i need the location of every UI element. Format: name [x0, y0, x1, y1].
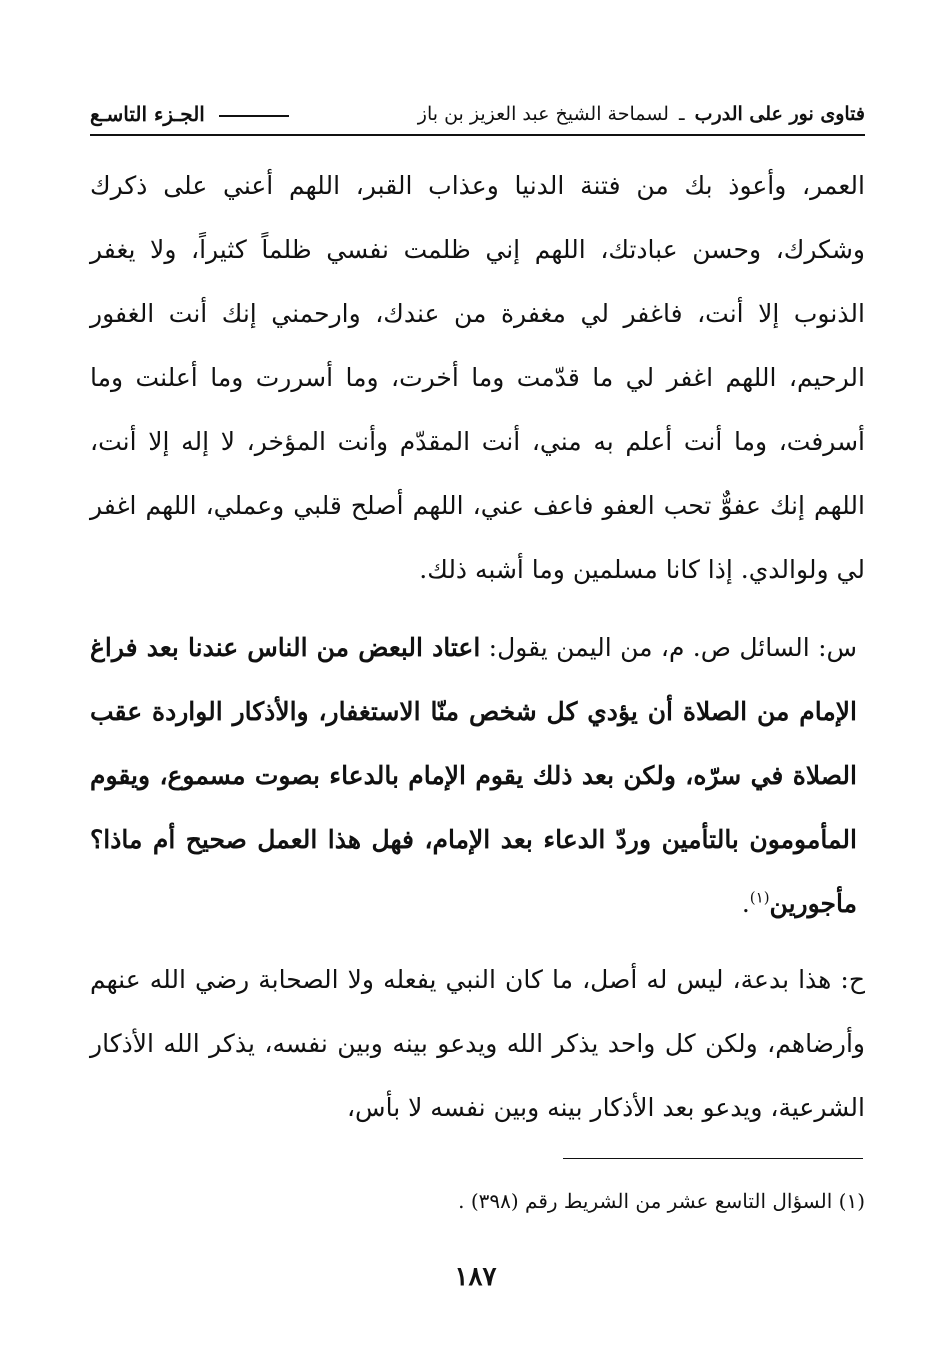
- question-prefix: س: السائل ص. م، من اليمن يقول:: [480, 633, 858, 662]
- part-title: الجـزء التاسـع: [90, 102, 205, 126]
- header-separator: ـ: [679, 103, 685, 125]
- header-rule: [90, 134, 865, 136]
- question-body: اعتاد البعض من الناس عندنا بعد فراغ الإمام من الصلاة أن يؤدي كل شخص منّا الاستغفار، والأذكار الواردة عقب الصلاة في سرّه، ولكن بعد ذلك يقوم الإمام بالدعاء بصوت مسموع، ويقوم المأمومون بالتأمين وردّ الدعاء بعد الإمام، فهل هذا العمل صحيح أم ماذا؟ مأجورين: [90, 633, 857, 918]
- header-dash-line: [219, 115, 289, 117]
- footnote-rule: [563, 1158, 863, 1159]
- continuation-paragraph: العمر، وأعوذ بك من فتنة الدنيا وعذاب القبر، اللهم أعني على ذكرك وشكرك، وحسن عبادتك، اللهم إني ظلمت نفسي ظلماً كثيراً، ولا يغفر الذنوب إلا أنت، فاغفر لي مغفرة من عندك، وارحمني إنك أنت الغفور الرحيم، اللهم اغفر لي ما قدّمت وما أخرت، وما أسررت وما أعلنت وما أسرفت، وما أنت أعلم به مني، أنت المقدّم وأنت المؤخر، لا إله إلا أنت، اللهم إنك عفوٌّ تحب العفو فاعف عني، اللهم أصلح قلبي وعملي، اللهم اغفر لي ولوالدي. إذا كانا مسلمين وما أشبه ذلك.: [90, 171, 865, 584]
- running-header: [90, 96, 865, 132]
- header-left-group: [418, 103, 865, 125]
- question-end: .: [741, 889, 750, 918]
- footnote-reference: (١): [749, 888, 770, 907]
- header-right-group: [90, 102, 297, 126]
- page-number: ١٨٧: [454, 1262, 497, 1292]
- footnote: (١) السؤال التاسع عشر من الشريط رقم (٣٩٨) .: [458, 1189, 865, 1213]
- answer-paragraph: ح: هذا بدعة، ليس له أصل، ما كان النبي يفعله ولا الصحابة رضي الله عنهم وأرضاهم، ولكن كل واحد يذكر الله ويدعو بينه وبين نفسه، يذكر الله الأذكار الشرعية، ويدعو بعد الأذكار بينه وبين نفسه لا بأس،: [90, 965, 865, 1122]
- question-paragraph: [90, 616, 865, 936]
- book-title: فتاوى نور على الدرب: [694, 103, 865, 125]
- author-line: لسماحة الشيخ عبد العزيز بن باز: [417, 103, 669, 125]
